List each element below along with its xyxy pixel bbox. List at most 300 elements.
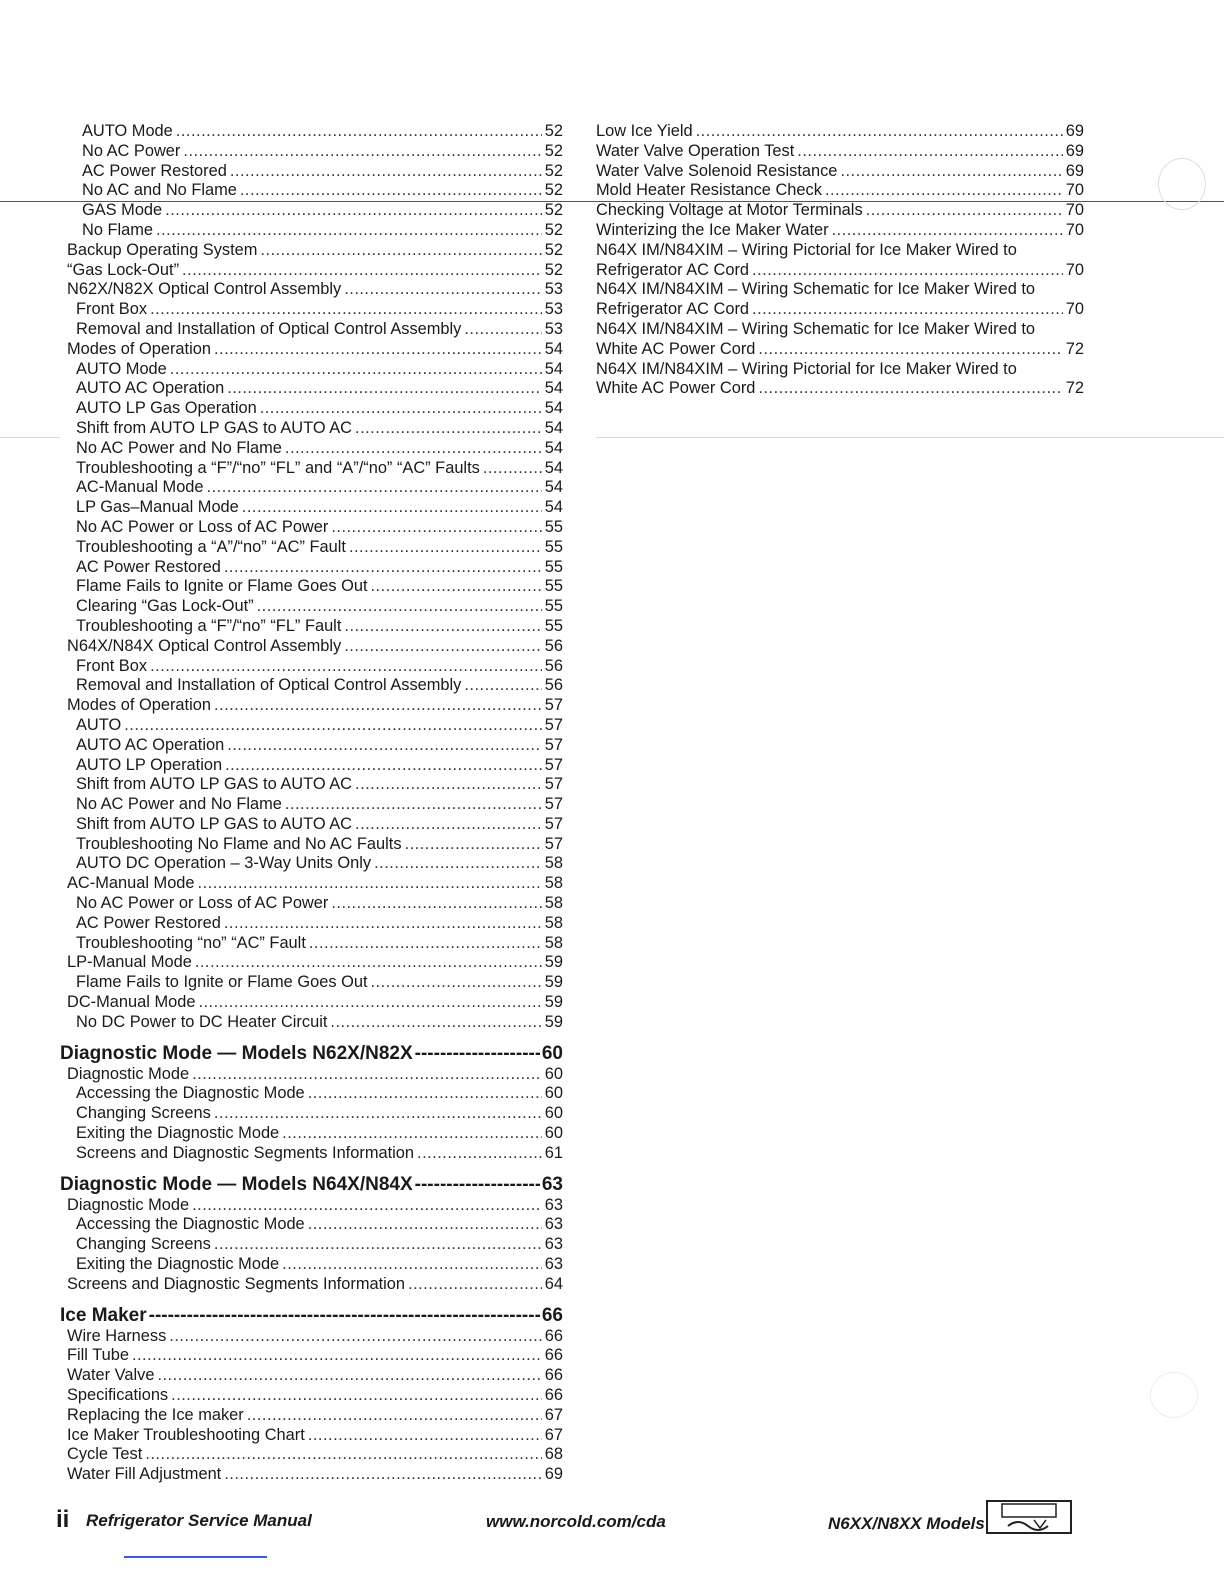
dot-leader (257, 597, 542, 617)
toc-entry-title: Fill Tube (67, 1346, 129, 1365)
toc-entry-page: 54 (544, 379, 563, 398)
toc-entry-page: 63 (544, 1195, 563, 1214)
toc-entry-title: Clearing “Gas Lock-Out” (76, 597, 254, 616)
toc-entry-page: 60 (544, 1124, 563, 1143)
toc-entry[interactable] (596, 300, 1084, 320)
toc-entry-page: 56 (544, 656, 563, 675)
toc-entry-title: Winterizing the Ice Maker Water (596, 220, 829, 239)
toc-entry[interactable] (60, 914, 563, 934)
toc-entry[interactable] (60, 300, 563, 320)
toc-entry-page: 57 (544, 775, 563, 794)
dot-leader (170, 360, 542, 380)
toc-entry-title: White AC Power Cord (596, 339, 756, 358)
toc-entry-title: AC-Manual Mode (67, 874, 195, 893)
toc-entry-title: Refrigerator AC Cord (596, 300, 750, 319)
toc-entry-title: DC-Manual Mode (67, 993, 196, 1012)
toc-entry-page: 66 (544, 1346, 563, 1365)
toc-entry-page: 52 (544, 181, 563, 200)
toc-entry[interactable] (60, 696, 563, 716)
toc-entry-title: N62X/N82X Optical Control Assembly (67, 280, 342, 299)
toc-entry[interactable] (60, 736, 563, 756)
toc-entry[interactable] (60, 1327, 563, 1347)
toc-entry-title: Water Valve Solenoid Resistance (596, 161, 838, 180)
dot-leader (797, 142, 1062, 162)
toc-entry-page: 55 (544, 597, 563, 616)
toc-right-column (596, 122, 1084, 399)
toc-entry[interactable] (60, 1084, 563, 1104)
toc-entry-page: 54 (544, 498, 563, 517)
toc-entry[interactable] (60, 953, 563, 973)
toc-entry-page: 53 (544, 280, 563, 299)
scan-hole-mark (1150, 1372, 1198, 1418)
toc-entry-title: Diagnostic Mode (67, 1064, 190, 1083)
dot-leader (214, 340, 542, 360)
toc-entry-title: Flame Fails to Ignite or Flame Goes Out (76, 577, 368, 596)
toc-entry-title: Ice Maker Troubleshooting Chart (67, 1425, 305, 1444)
toc-entry-page: 67 (544, 1405, 563, 1424)
toc-entry[interactable] (60, 1255, 563, 1275)
toc-section-heading[interactable] (60, 1043, 563, 1065)
dot-leader (214, 1235, 542, 1255)
dot-leader (214, 1104, 542, 1124)
dot-leader (183, 142, 541, 162)
section-title: Ice Maker (60, 1304, 147, 1326)
toc-entry[interactable] (60, 360, 563, 380)
toc-entry-page: 70 (1065, 201, 1084, 220)
dash-leader (415, 1043, 540, 1065)
dot-leader (198, 874, 542, 894)
toc-entry-title: LP Gas–Manual Mode (76, 498, 239, 517)
toc-entry-page: 53 (544, 319, 563, 338)
dot-leader (330, 1013, 541, 1033)
toc-entry-title: Troubleshooting a “F”/“no” “FL” Fault (76, 616, 342, 635)
toc-entry[interactable] (60, 558, 563, 578)
toc-entry-page: 70 (1065, 260, 1084, 279)
toc-entry[interactable] (60, 1144, 563, 1164)
toc-entry[interactable] (60, 617, 563, 637)
toc-entry-title: Modes of Operation (67, 696, 211, 715)
dot-leader (207, 478, 542, 498)
toc-entry[interactable] (60, 1013, 563, 1033)
page-number: ii (56, 1506, 70, 1533)
toc-entry-page: 54 (544, 359, 563, 378)
toc-entry[interactable] (60, 874, 563, 894)
toc-entry-page: 58 (544, 854, 563, 873)
toc-entry-page: 55 (544, 537, 563, 556)
toc-entry-title: Troubleshooting a “A”/“no” “AC” Fault (76, 537, 346, 556)
dot-leader (230, 162, 542, 182)
toc-entry-page: 69 (1065, 122, 1084, 140)
dot-leader (242, 498, 542, 518)
dot-leader (176, 122, 542, 142)
dot-leader (696, 122, 1063, 142)
toc-entry[interactable] (60, 399, 563, 419)
dot-leader (308, 1426, 542, 1446)
toc-entry-page: 52 (544, 141, 563, 160)
toc-entry-page: 69 (1065, 161, 1084, 180)
dot-leader (752, 261, 1063, 281)
dot-leader (344, 617, 541, 637)
toc-entry[interactable] (60, 478, 563, 498)
dot-leader (227, 379, 542, 399)
toc-entry-title: Water Valve (67, 1366, 155, 1385)
toc-entry-title: AC-Manual Mode (76, 478, 204, 497)
toc-entry-page: 59 (544, 973, 563, 992)
toc-entry-page: 69 (1065, 141, 1084, 160)
dot-leader (195, 953, 542, 973)
toc-entry-title: No AC Power or Loss of AC Power (76, 894, 329, 913)
toc-entry[interactable] (60, 1366, 563, 1386)
dot-leader (866, 201, 1063, 221)
toc-entry-title: Replacing the Ice maker (67, 1405, 244, 1424)
dot-leader (344, 280, 542, 300)
toc-entry-page: 53 (544, 300, 563, 319)
toc-entry-page: 54 (544, 438, 563, 457)
toc-entry-first-line: N64X IM/N84XIM – Wiring Schematic for Ice Maker Wired to (596, 280, 1036, 299)
toc-entry-title: Mold Heater Resistance Check (596, 181, 822, 200)
dot-leader (752, 300, 1063, 320)
toc-entry-title: No DC Power to DC Heater Circuit (76, 1012, 328, 1031)
toc-entry-page: 67 (544, 1425, 563, 1444)
dot-leader (260, 399, 542, 419)
norcold-logo (986, 1500, 1072, 1534)
dot-leader (758, 340, 1062, 360)
toc-section-heading[interactable] (60, 1305, 563, 1327)
toc-entry[interactable] (60, 142, 563, 162)
toc-entry-title: AC Power Restored (82, 161, 227, 180)
scan-blue-line (124, 1556, 267, 1558)
dot-leader (224, 1465, 542, 1485)
toc-entry-page: 58 (544, 913, 563, 932)
dot-leader (224, 914, 542, 934)
dot-leader (282, 1255, 542, 1275)
toc-entry-page: 52 (544, 201, 563, 220)
toc-entry-page: 52 (544, 220, 563, 239)
toc-entry-title: Troubleshooting a “F”/“no” “FL” and “A”/“no” “AC” Faults (76, 458, 480, 477)
dot-leader (171, 1386, 542, 1406)
toc-entry-title: No Flame (82, 220, 154, 239)
toc-entry-page: 57 (544, 696, 563, 715)
section-title: Diagnostic Mode — Models N64X/N84X (60, 1173, 413, 1195)
toc-entry[interactable] (60, 280, 563, 300)
toc-entry[interactable] (60, 1104, 563, 1124)
dot-leader (192, 1196, 542, 1216)
toc-entry[interactable] (60, 1465, 563, 1485)
toc-entry-title: Screens and Diagnostic Segments Information (76, 1143, 415, 1162)
toc-entry[interactable] (60, 716, 563, 736)
dot-leader (417, 1144, 542, 1164)
toc-entry[interactable] (60, 657, 563, 677)
toc-entry-title: Removal and Installation of Optical Control Assembly (76, 319, 462, 338)
toc-entry[interactable] (60, 498, 563, 518)
toc-entry-title: Front Box (76, 300, 148, 319)
toc-entry[interactable] (60, 162, 563, 182)
dot-leader (192, 1065, 542, 1085)
dot-leader (331, 894, 541, 914)
toc-entry-page: 56 (544, 636, 563, 655)
toc-entry-title: AUTO (76, 715, 122, 734)
toc-entry[interactable] (60, 894, 563, 914)
dot-leader (285, 439, 542, 459)
toc-entry-title: LP-Manual Mode (67, 953, 192, 972)
dot-leader (483, 459, 542, 479)
toc-entry[interactable] (60, 934, 563, 954)
toc-entry-title: No AC Power and No Flame (76, 795, 282, 814)
toc-entry-page: 56 (544, 676, 563, 695)
toc-entry[interactable] (596, 122, 1084, 142)
dot-leader (832, 221, 1063, 241)
toc-entry[interactable] (60, 1196, 563, 1216)
toc-entry-title: Accessing the Diagnostic Mode (76, 1084, 305, 1103)
dot-leader (145, 1445, 541, 1465)
dot-leader (355, 775, 542, 795)
section-page: 63 (541, 1173, 563, 1195)
dot-leader (240, 181, 542, 201)
toc-entry-page: 61 (544, 1143, 563, 1162)
toc-entry-page: 59 (544, 953, 563, 972)
toc-entry-page: 59 (544, 993, 563, 1012)
dot-leader (165, 201, 542, 221)
toc-entry[interactable] (60, 1235, 563, 1255)
toc-entry-title: AUTO LP Operation (76, 755, 223, 774)
toc-entry[interactable] (60, 439, 563, 459)
toc-entry-page: 54 (544, 339, 563, 358)
toc-left-column (60, 122, 563, 1485)
toc-entry-title: Backup Operating System (67, 240, 258, 259)
toc-entry[interactable] (60, 854, 563, 874)
toc-entry[interactable] (60, 181, 563, 201)
dot-leader (355, 419, 542, 439)
footer-models: N6XX/N8XX Models (828, 1514, 985, 1533)
toc-entry-title: Exiting the Diagnostic Mode (76, 1255, 280, 1274)
toc-entry-title: No AC Power or Loss of AC Power (76, 517, 329, 536)
page-footer (56, 1508, 1086, 1538)
dot-leader (282, 1124, 542, 1144)
toc-entry-page: 66 (544, 1326, 563, 1345)
toc-entry[interactable] (60, 1215, 563, 1235)
dot-leader (150, 657, 542, 677)
toc-entry[interactable] (60, 221, 563, 241)
toc-entry-title: Cycle Test (67, 1445, 143, 1464)
toc-entry-title: Wire Harness (67, 1326, 167, 1345)
toc-entry[interactable] (60, 815, 563, 835)
toc-entry[interactable] (596, 162, 1084, 182)
manual-title: Refrigerator Service Manual (86, 1511, 312, 1530)
toc-entry-page: 52 (544, 260, 563, 279)
toc-entry-title: Shift from AUTO LP GAS to AUTO AC (76, 775, 353, 794)
toc-entry[interactable] (60, 241, 563, 261)
toc-entry-title: AUTO LP Gas Operation (76, 399, 257, 418)
toc-entry[interactable] (60, 538, 563, 558)
dot-leader (198, 993, 541, 1013)
toc-section-heading[interactable] (60, 1174, 563, 1196)
toc-entry[interactable] (60, 597, 563, 617)
toc-entry-title: Diagnostic Mode (67, 1195, 190, 1214)
toc-entry-page: 57 (544, 755, 563, 774)
toc-entry-page: 57 (544, 814, 563, 833)
dot-leader (225, 756, 542, 776)
toc-entry[interactable] (60, 993, 563, 1013)
toc-entry[interactable] (60, 419, 563, 439)
toc-entry-page: 66 (544, 1386, 563, 1405)
footer-url[interactable]: www.norcold.com/cda (486, 1512, 666, 1531)
toc-entry-page: 57 (544, 735, 563, 754)
dot-leader (150, 300, 542, 320)
toc-entry-page: 58 (544, 874, 563, 893)
toc-entry[interactable] (60, 795, 563, 815)
toc-entry-title: Removal and Installation of Optical Control Assembly (76, 676, 462, 695)
dot-leader (408, 1275, 542, 1295)
toc-entry-title: Modes of Operation (67, 339, 211, 358)
section-page: 66 (541, 1304, 563, 1326)
toc-entry-page: 64 (544, 1274, 563, 1293)
toc-entry-title: AC Power Restored (76, 913, 221, 932)
dot-leader (464, 676, 541, 696)
toc-entry-page: 63 (544, 1215, 563, 1234)
toc-entry[interactable] (596, 201, 1084, 221)
dot-leader (371, 577, 542, 597)
toc-entry[interactable] (596, 221, 1084, 241)
toc-entry-first-line: N64X IM/N84XIM – Wiring Pictorial for Ice Maker Wired to (596, 359, 1017, 378)
scan-faint-line (0, 437, 60, 438)
toc-entry[interactable] (60, 201, 563, 221)
dot-leader (285, 795, 542, 815)
toc-entry[interactable] (596, 340, 1084, 360)
toc-entry-title: Checking Voltage at Motor Terminals (596, 201, 863, 220)
dot-leader (309, 934, 542, 954)
dot-leader (157, 1366, 541, 1386)
toc-entry-title: No AC Power and No Flame (76, 438, 282, 457)
toc-entry-page: 57 (544, 715, 563, 734)
toc-entry-page: 70 (1065, 220, 1084, 239)
toc-entry[interactable] (60, 1346, 563, 1366)
toc-entry-title: GAS Mode (82, 201, 163, 220)
toc-entry-page: 63 (544, 1235, 563, 1254)
toc-entry-page: 55 (544, 517, 563, 536)
toc-entry[interactable] (596, 261, 1084, 281)
toc-entry-title: No AC Power (82, 141, 181, 160)
dot-leader (169, 1327, 541, 1347)
toc-entry[interactable] (60, 1065, 563, 1085)
dot-leader (758, 379, 1062, 399)
scan-hole-mark (1158, 158, 1206, 210)
toc-entry-title: Refrigerator AC Cord (596, 260, 750, 279)
dot-leader (374, 854, 542, 874)
dot-leader (464, 320, 541, 340)
dot-leader (156, 221, 542, 241)
scan-faint-line (596, 437, 1224, 438)
toc-entry-title: Shift from AUTO LP GAS to AUTO AC (76, 418, 353, 437)
dot-leader (308, 1215, 542, 1235)
dot-leader (182, 261, 542, 281)
toc-entry-page: 70 (1065, 181, 1084, 200)
section-page: 60 (541, 1042, 563, 1064)
toc-entry[interactable] (60, 340, 563, 360)
toc-entry[interactable] (60, 637, 563, 657)
toc-entry[interactable] (60, 1426, 563, 1446)
toc-entry[interactable] (60, 676, 563, 696)
toc-entry[interactable] (60, 261, 563, 281)
toc-entry-title: Water Fill Adjustment (67, 1465, 222, 1484)
dot-leader (344, 637, 542, 657)
toc-entry[interactable] (60, 756, 563, 776)
toc-entry-page: 54 (544, 418, 563, 437)
toc-entry-title: Low Ice Yield (596, 122, 693, 140)
dot-leader (224, 558, 542, 578)
toc-entry-title: Accessing the Diagnostic Mode (76, 1215, 305, 1234)
toc-entry[interactable] (60, 1445, 563, 1465)
toc-entry-title: Water Valve Operation Test (596, 141, 795, 160)
toc-entry[interactable] (60, 320, 563, 340)
toc-entry-page: 52 (544, 161, 563, 180)
toc-entry-title: Troubleshooting No Flame and No AC Faults (76, 834, 402, 853)
dot-leader (331, 518, 541, 538)
toc-entry[interactable] (60, 1406, 563, 1426)
toc-entry-page: 58 (544, 933, 563, 952)
toc-entry[interactable] (596, 379, 1084, 399)
dot-leader (840, 162, 1062, 182)
toc-entry-page: 60 (544, 1084, 563, 1103)
toc-entry-title: Exiting the Diagnostic Mode (76, 1124, 280, 1143)
toc-entry-title: No AC and No Flame (82, 181, 237, 200)
dot-leader (371, 973, 542, 993)
toc-entry-page: 66 (544, 1366, 563, 1385)
section-title: Diagnostic Mode — Models N62X/N82X (60, 1042, 413, 1064)
dot-leader (349, 538, 542, 558)
toc-entry-page: 54 (544, 458, 563, 477)
toc-entry-title: N64X/N84X Optical Control Assembly (67, 636, 342, 655)
toc-entry-title: Front Box (76, 656, 148, 675)
toc-entry[interactable] (60, 122, 563, 142)
dot-leader (405, 835, 542, 855)
toc-entry[interactable] (60, 835, 563, 855)
toc-entry-page: 63 (544, 1255, 563, 1274)
toc-entry[interactable] (596, 142, 1084, 162)
dot-leader (247, 1406, 542, 1426)
toc-entry-page: 54 (544, 399, 563, 418)
toc-entry-title: AUTO AC Operation (76, 735, 225, 754)
toc-entry[interactable] (60, 1386, 563, 1406)
dot-leader (214, 696, 542, 716)
toc-entry[interactable] (60, 1124, 563, 1144)
toc-entry-title: Shift from AUTO LP GAS to AUTO AC (76, 814, 353, 833)
toc-entry-title: Specifications (67, 1386, 169, 1405)
toc-entry-title: AUTO DC Operation – 3-Way Units Only (76, 854, 372, 873)
toc-entry[interactable] (60, 577, 563, 597)
toc-entry-page: 72 (1065, 379, 1084, 398)
toc-entry[interactable] (60, 459, 563, 479)
toc-entry[interactable] (60, 775, 563, 795)
toc-entry-page: 58 (544, 894, 563, 913)
toc-entry-page: 54 (544, 478, 563, 497)
toc-entry[interactable] (60, 1275, 563, 1295)
toc-entry[interactable] (596, 181, 1084, 201)
toc-entry-title: AUTO AC Operation (76, 379, 225, 398)
dash-leader (149, 1305, 540, 1327)
toc-entry-first-line: N64X IM/N84XIM – Wiring Schematic for Ice Maker Wired to (596, 319, 1036, 338)
dot-leader (227, 736, 542, 756)
toc-entry-page: 68 (544, 1445, 563, 1464)
toc-entry[interactable] (60, 518, 563, 538)
toc-entry-title: AUTO Mode (82, 122, 173, 140)
toc-entry-page: 52 (544, 240, 563, 259)
dot-leader (355, 815, 542, 835)
toc-entry-page: 55 (544, 616, 563, 635)
toc-entry[interactable] (60, 973, 563, 993)
toc-entry-title: Screens and Diagnostic Segments Information (67, 1274, 406, 1293)
toc-entry[interactable] (60, 379, 563, 399)
logo-graphic (988, 1502, 1070, 1532)
